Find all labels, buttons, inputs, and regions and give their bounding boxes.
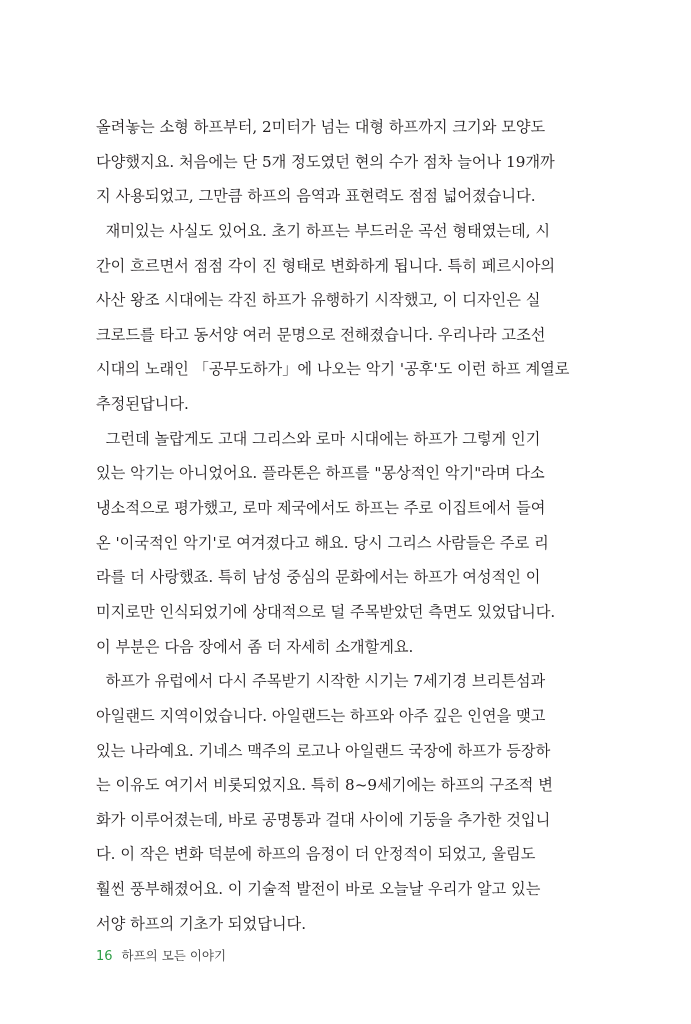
text-line: 냉소적으로 평가했고, 로마 제국에서도 하프는 주로 이집트에서 들여: [96, 499, 546, 518]
text-line: 이 부분은 다음 장에서 좀 더 자세히 소개할게요.: [96, 637, 414, 656]
text-line: 다양했지요. 처음에는 단 5개 정도였던 현의 수가 점차 늘어나 19개까: [96, 152, 555, 171]
text-line: 지 사용되었고, 그만큼 하프의 음역과 표현력도 점점 넓어졌습니다.: [96, 187, 536, 206]
text-line: 하프가 유럽에서 다시 주목받기 시작한 시기는 7세기경 브리튼섬과: [96, 672, 546, 691]
text-line: 올려놓는 소형 하프부터, 2미터가 넘는 대형 하프까지 크기와 모양도: [96, 118, 546, 136]
text-line: 있는 나라예요. 기네스 맥주의 로고나 아일랜드 국장에 하프가 등장하: [96, 741, 551, 760]
text-line: 크로드를 타고 동서양 여러 문명으로 전해졌습니다. 우리나라 고조선: [96, 325, 546, 344]
text-line: 온 '이국적인 악기'로 여겨졌다고 해요. 당시 그리스 사람들은 주로 리: [96, 533, 549, 552]
text-line: 시대의 노래인 「공무도하가」에 나오는 악기 '공후'도 이런 하프 계열로: [96, 360, 570, 379]
text-line: 추정된답니다.: [96, 395, 189, 414]
body-text: [96, 110, 578, 941]
text-line: 라를 더 사랑했죠. 특히 남성 중심의 문화에서는 하프가 여성적인 이: [96, 568, 541, 587]
text-line: 간이 흐르면서 점점 각이 진 형태로 변화하게 됩니다. 특히 페르시아의: [96, 256, 556, 275]
text-line: 있는 악기는 아니었어요. 플라톤은 하프를 "몽상적인 악기"라며 다소: [96, 464, 545, 483]
page-footer: [96, 946, 226, 964]
text-line: 훨씬 풍부해졌어요. 이 기술적 발전이 바로 오늘날 우리가 알고 있는: [96, 880, 541, 899]
text-line: 미지로만 인식되었기에 상대적으로 덜 주목받았던 측면도 있었답니다.: [96, 602, 556, 621]
text-line: 는 이유도 여기서 비롯되었지요. 특히 8~9세기에는 하프의 구조적 변: [96, 776, 553, 795]
text-line: 서양 하프의 기초가 되었답니다.: [96, 914, 307, 933]
text-line: 다. 이 작은 변화 덕분에 하프의 음정이 더 안정적이 되었고, 울림도: [96, 845, 536, 864]
text-line: 화가 이루어졌는데, 바로 공명통과 걸대 사이에 기둥을 추가한 것입니: [96, 810, 551, 829]
running-title: 하프의 모든 이야기: [121, 948, 227, 963]
page-number: 16: [96, 949, 113, 964]
text-line: 아일랜드 지역이었습니다. 아일랜드는 하프와 아주 깊은 인연을 맺고: [96, 706, 546, 725]
text-line: 재미있는 사실도 있어요. 초기 하프는 부드러운 곡선 형태였는데, 시: [96, 221, 551, 240]
text-line: 그런데 놀랍게도 고대 그리스와 로마 시대에는 하프가 그렇게 인기: [96, 429, 541, 448]
text-line: 사산 왕조 시대에는 각진 하프가 유행하기 시작했고, 이 디자인은 실: [96, 291, 541, 310]
